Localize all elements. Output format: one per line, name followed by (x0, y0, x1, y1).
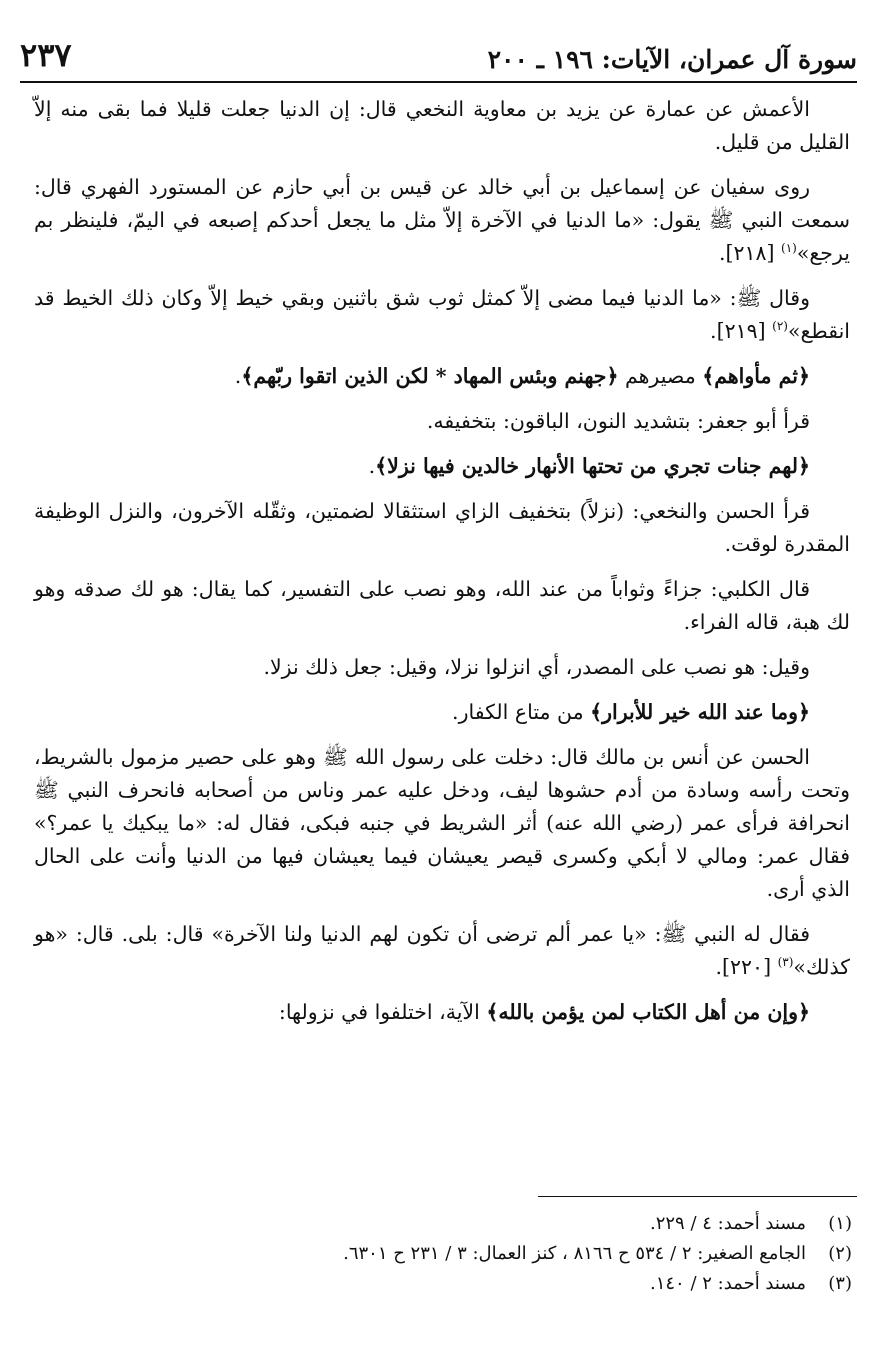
footnote (40, 1210, 852, 1238)
paragraph: الحسن عن أنس بن مالك قال: دخلت على رسول الله ﷺ وهو على حصير مزمول بالشريط، وتحت رأسه وسادة من أدم حشوها ليف، ودخل عليه عمر وناس من أصحابه فانحرف النبي ﷺ انحرافة فرأى عمر (رضي الله عنه) أثر الشريط في جنبه فبكى، فقال له: «ما يبكيك يا عمر؟» فقال عمر: ومالي لا أبكي وكسرى قيصر يعيشان فيما يعيشان فيها من الدنيا وأنت على الحال الذي أرى. (34, 745, 850, 901)
footnote-text: الجامع الصغير: ٢ / ٥٣٤ ح ٨١٦٦ ، كنز العمال: ٣ / ٢٣١ ح ٦٣٠١. (343, 1243, 806, 1264)
page-header (20, 30, 857, 74)
footnote-number: (١) (828, 1213, 852, 1234)
quran-verse: ﴿لهم جنات تجري من تحتها الأنهار خالدين فيها نزلا﴾ (375, 454, 810, 478)
running-title: سورة آل عمران، الآيات: ١٩٦ ـ ٢٠٠ (487, 45, 857, 74)
footnote-number: (٣) (828, 1273, 852, 1294)
footnote (40, 1240, 852, 1268)
paragraph: قرأ الحسن والنخعي: (نزلاً) بتخفيف الزاي استثقالا لضمتين، وثقّله الآخرون، والنزل الوظيفة المقدرة لوقت. (34, 499, 850, 556)
footnote-text: مسند أحمد: ٢ / ١٤٠. (649, 1273, 806, 1294)
verse-paragraph: ﴿ثم مأواهم﴾ مصيرهم ﴿جهنم وبئس المهاد * لكن الذين اتقوا ربّهم﴾. (234, 364, 810, 388)
verse-paragraph: ﴿لهم جنات تجري من تحتها الأنهار خالدين فيها نزلا﴾. (368, 454, 810, 478)
footnote-divider (538, 1196, 857, 1197)
page-number: ٢٣٧ (20, 36, 72, 74)
footnote (40, 1270, 852, 1298)
paragraph: روى سفيان عن إسماعيل بن أبي خالد عن قيس بن أبي حازم عن المستورد الفهري قال: سمعت النبي ﷺ يقول: «ما الدنيا في الآخرة إلاّ مثل ما يجعل أحدكم إصبعه في اليمّ، فلينظر بم يرجع»$^{(١)}$ [٢١٨]. (34, 175, 850, 265)
paragraph: فقال له النبي ﷺ: «يا عمر ألم ترضى أن تكون لهم الدنيا ولنا الآخرة» قال: بلى. قال: «هو كذلك»$^{(٣)}$ [٢٢٠]. (34, 922, 850, 979)
paragraph: الأعمش عن عمارة عن يزيد بن معاوية النخعي قال: إن الدنيا جعلت قليلا فما بقى منه إلاّ القليل من قليل. (34, 97, 850, 154)
footnote-ref: (٣) (777, 955, 794, 970)
main-text (34, 93, 850, 1041)
quran-verse: ﴿جهنم وبئس المهاد * لكن الذين اتقوا ربّهم﴾ (241, 364, 619, 388)
footnote-text: مسند أحمد: ٤ / ٢٢٩. (649, 1213, 806, 1234)
footnotes (40, 1210, 852, 1300)
quran-verse: ﴿وما عند الله خير للأبرار﴾ (590, 700, 810, 724)
paragraph: قال الكلبي: جزاءً وثواباً من عند الله، وهو نصب على التفسير، كما يقال: هو لك صدقه وهو لك هبة، قاله الفراء. (34, 577, 850, 634)
header-divider (20, 81, 857, 83)
paragraph: قرأ أبو جعفر: بتشديد النون، الباقون: بتخفيفه. (426, 409, 810, 433)
paragraph: وقيل: هو نصب على المصدر، أي انزلوا نزلا، وقيل: جعل ذلك نزلا. (263, 655, 810, 679)
quran-verse: ﴿ثم مأواهم﴾ (702, 364, 810, 388)
footnote-ref: (١) (781, 241, 797, 256)
footnote-number: (٢) (828, 1243, 852, 1264)
verse-paragraph: ﴿وما عند الله خير للأبرار﴾ من متاع الكفار. (452, 700, 810, 724)
paragraph: وقال ﷺ: «ما الدنيا فيما مضى إلاّ كمثل ثوب شق باثنين وبقي خيط إلاّ وكان ذلك الخيط قد انقطع»$^{(٢)}$ [٢١٩]. (34, 286, 850, 343)
footnote-ref: (٢) (772, 319, 788, 334)
verse-paragraph: ﴿وإن من أهل الكتاب لمن يؤمن بالله﴾ الآية، اختلفوا في نزولها: (278, 1000, 810, 1024)
quran-verse: ﴿وإن من أهل الكتاب لمن يؤمن بالله﴾ (486, 1000, 810, 1024)
